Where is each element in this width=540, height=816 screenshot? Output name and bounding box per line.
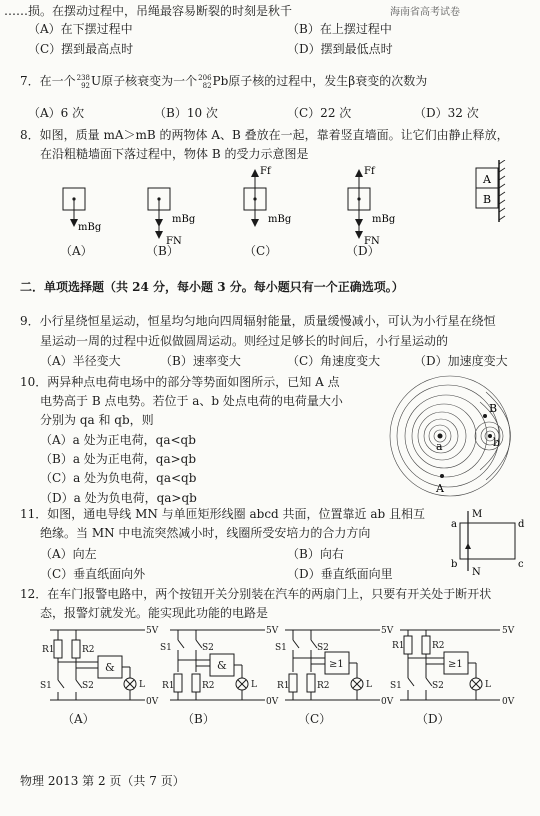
q12-c-s1: S1 xyxy=(275,643,287,653)
q11-fig-a: a xyxy=(451,519,457,530)
q12-line2: 态，报警灯就发光。能实现此功能的电路是 xyxy=(40,606,269,620)
q12-line1: 12．在车门报警电路中，两个按钮开关分别装在汽车的两扇门上，只要有开关处于断开状 xyxy=(20,587,492,601)
q12-label-d: （D） xyxy=(416,712,450,726)
q8-b-fn: FN xyxy=(166,236,182,247)
q12-b-5v: 5V xyxy=(266,626,279,636)
q12-c-5v: 5V xyxy=(381,626,394,636)
q12-label-a: （A） xyxy=(62,712,95,726)
q8-line1: 8．如图，质量 mA＞mB 的两物体 A、B 叠放在一起，靠着竖直墙面。让它们由静止释放， xyxy=(20,128,509,142)
q9-option-d: （D）加速度变大 xyxy=(414,354,508,368)
q8-label-c: （C） xyxy=(244,244,278,258)
q11-option-a: （A）向左 xyxy=(40,547,97,561)
q12-c-gate: ≥1 xyxy=(329,659,344,670)
q12-d-s2: S2 xyxy=(432,681,444,691)
page-footer: 物理 2013 第 2 页（共 7 页） xyxy=(20,774,185,788)
q12-b-s1: S1 xyxy=(160,643,172,653)
q12-c-r2: R2 xyxy=(317,681,330,691)
q7-stem: 7．在一个238 92U原子核衰变为一个206 82Pb原子核的过程中，发生β衰变的次数为 xyxy=(20,73,428,90)
header-text: ……损。在摆动过程中，吊绳最容易断裂的时刻是秋千 xyxy=(4,4,293,18)
q8-block-a: A xyxy=(483,173,491,186)
q10-equipotential-figure xyxy=(330,372,530,502)
q8-block-b: B xyxy=(483,193,492,206)
q9-line2: 星运动一周的过程中近似做圆周运动。则经过足够长的时间后，小行星运动的 xyxy=(40,334,449,348)
q10-fig-B: B xyxy=(489,402,498,415)
header-watermark: 海南省高考试卷 xyxy=(390,7,460,18)
q12-b-r2: R2 xyxy=(202,681,215,691)
q12-d-0v: 0V xyxy=(502,697,515,707)
q8-c-mg: mBg xyxy=(268,214,292,225)
q12-d-s1: S1 xyxy=(390,681,402,691)
q8-d-mg: mBg xyxy=(372,214,396,225)
q10-line1: 10．两异种点电荷电场中的部分等势面如图所示，已知 A 点 xyxy=(20,375,340,389)
q7-option-b: （B）10 次 xyxy=(154,106,218,120)
q12-b-0v: 0V xyxy=(266,697,279,707)
q12-c-s2: S2 xyxy=(317,643,329,653)
q12-a-lamp: L xyxy=(139,680,145,690)
q7-option-c: （C）22 次 xyxy=(287,106,352,120)
q7-option-d: （D）32 次 xyxy=(414,106,479,120)
q12-d-lamp: L xyxy=(485,680,491,690)
q11-fig-M: M xyxy=(472,509,483,520)
q10-fig-A: A xyxy=(436,482,444,495)
q11-line2: 绝缘。当 MN 中电流突然减小时，线圈所受安培力的合力方向 xyxy=(40,526,371,540)
q12-c-0v: 0V xyxy=(381,697,394,707)
q12-label-c: （C） xyxy=(298,712,332,726)
q8-b-mg: mBg xyxy=(172,214,196,225)
q10-line2: 电势高于 B 点电势。若位于 a、b 处点电荷的电荷量大小 xyxy=(40,394,343,408)
q11-fig-N: N xyxy=(472,567,481,577)
q11-fig-c: c xyxy=(518,559,524,570)
q10-option-c: （C）a 处为负电荷，qa<qb xyxy=(40,471,197,485)
q10-line3: 分别为 qa 和 qb，则 xyxy=(40,413,154,427)
q8-c-ff: Ff xyxy=(260,166,271,177)
q6-option-c: （C）摆到最高点时 xyxy=(28,42,134,56)
q12-d-r1: R1 xyxy=(392,641,405,651)
q12-a-gate: & xyxy=(105,661,115,674)
q12-b-gate: & xyxy=(217,659,227,672)
q9-option-a: （A）半径变大 xyxy=(40,354,121,368)
q12-d-r2: R2 xyxy=(432,641,445,651)
q6-option-b: （B）在上摆过程中 xyxy=(287,22,392,36)
q8-label-d: （D） xyxy=(346,244,380,258)
q7-option-a: （A）6 次 xyxy=(28,106,85,120)
q12-circuit-diagrams xyxy=(30,622,530,708)
q11-line1: 11．如图，通电导线 MN 与单匝矩形线圈 abcd 共面，位置靠近 ab 且相互 xyxy=(20,507,426,521)
q11-fig-d: d xyxy=(518,519,525,530)
q10-fig-a: a xyxy=(436,440,443,453)
q12-a-s1: S1 xyxy=(40,681,52,691)
q11-option-d: （D）垂直纸面向里 xyxy=(287,567,393,581)
q11-option-b: （B）向右 xyxy=(287,547,344,561)
q11-coil-figure xyxy=(440,505,530,577)
q12-b-r1: R1 xyxy=(162,681,175,691)
q6-option-d: （D）摆到最低点时 xyxy=(287,42,393,56)
q12-c-r1: R1 xyxy=(277,681,290,691)
q8-d-ff: Ff xyxy=(364,166,375,177)
q9-option-b: （B）速率变大 xyxy=(160,354,241,368)
q12-label-b: （B） xyxy=(182,712,215,726)
q10-fig-b: b xyxy=(493,436,501,449)
q8-label-a: （A） xyxy=(60,244,93,258)
q12-a-5v: 5V xyxy=(146,626,159,636)
q12-c-lamp: L xyxy=(366,680,372,690)
q9-line1: 9．小行星绕恒星运动，恒星均匀地向四周辐射能量，质量缓慢减小，可认为小行星在绕恒 xyxy=(20,314,496,328)
q9-option-c: （C）角速度变大 xyxy=(287,354,381,368)
q12-a-r2: R2 xyxy=(82,645,95,655)
q12-a-r1: R1 xyxy=(42,645,55,655)
q12-a-s2: S2 xyxy=(82,681,94,691)
q10-option-d: （D）a 处为负电荷，qa>qb xyxy=(40,491,197,505)
q8-a-mg: mBg xyxy=(78,222,102,233)
section2-title: 二．单项选择题（共 24 分，每小题 3 分。每小题只有一个正确选项。） xyxy=(20,280,404,294)
q8-line2: 在沿粗糙墙面下落过程中，物体 B 的受力示意图是 xyxy=(40,147,309,161)
q12-b-lamp: L xyxy=(251,680,257,690)
q12-b-s2: S2 xyxy=(202,643,214,653)
q12-d-5v: 5V xyxy=(502,626,515,636)
q11-option-c: （C）垂直纸面向外 xyxy=(40,567,146,581)
q8-label-b: （B） xyxy=(146,244,179,258)
q6-option-a: （A）在下摆过程中 xyxy=(28,22,133,36)
q11-fig-b: b xyxy=(451,559,458,570)
q10-option-a: （A）a 处为正电荷，qa<qb xyxy=(40,433,196,447)
q12-d-gate: ≥1 xyxy=(448,659,463,670)
q10-option-b: （B）a 处为正电荷，qa>qb xyxy=(40,452,197,466)
q12-a-0v: 0V xyxy=(146,697,159,707)
q8-d-fn: FN xyxy=(364,236,380,247)
